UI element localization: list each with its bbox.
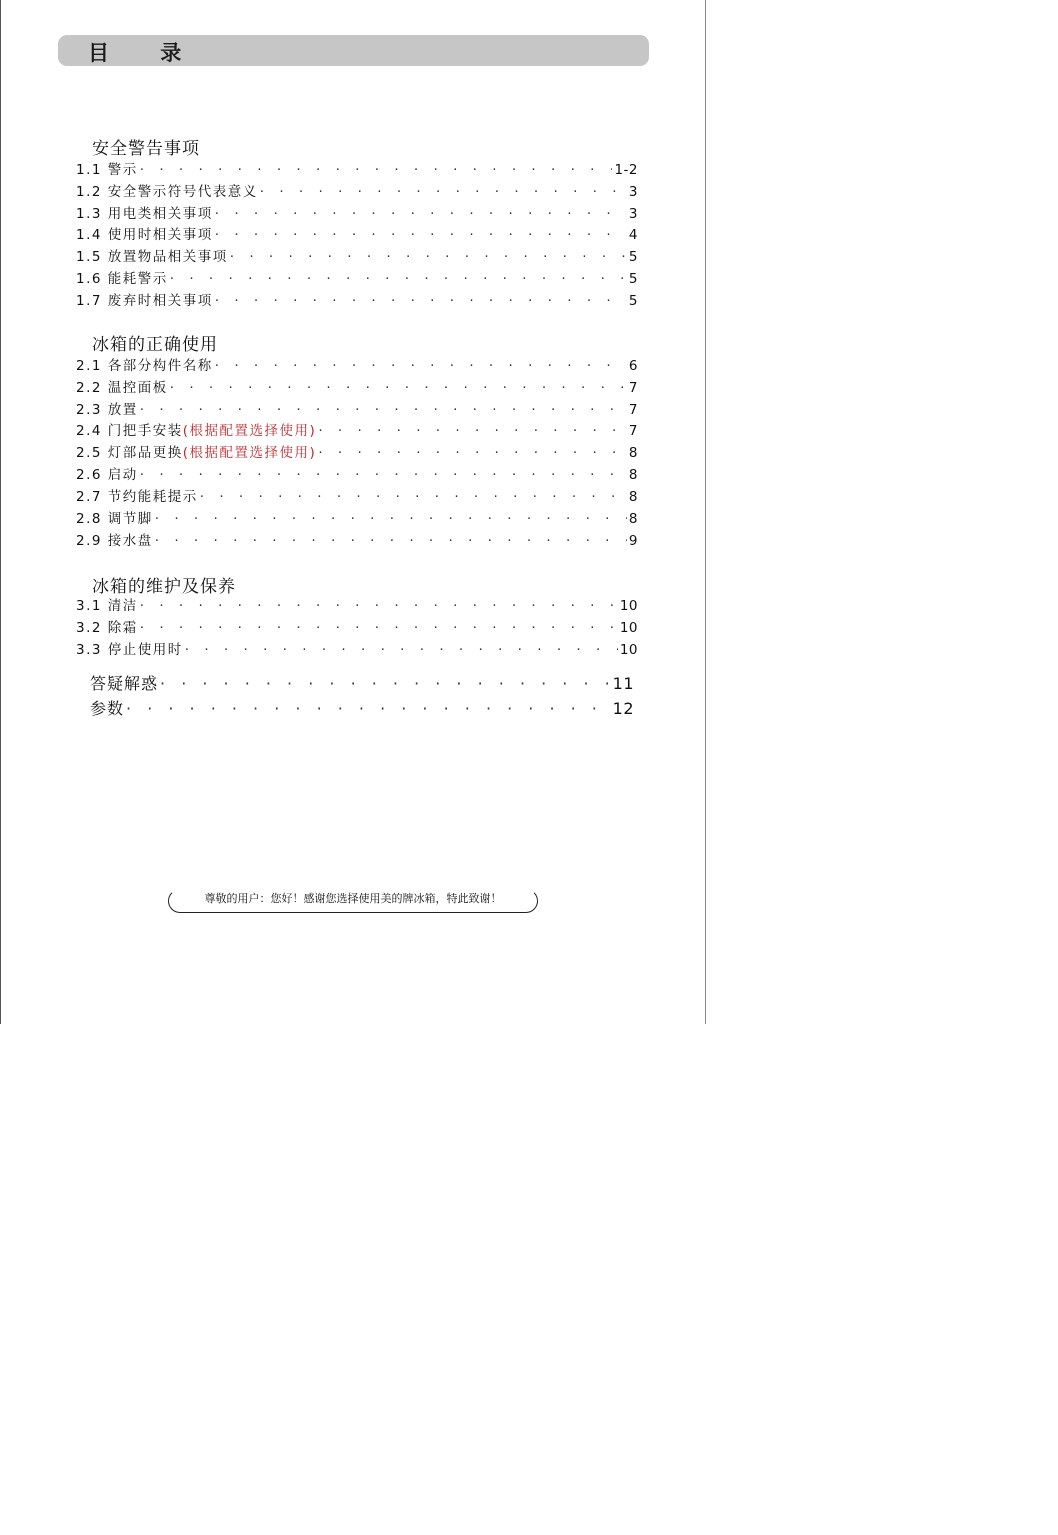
toc-item[interactable]: [76, 463, 638, 483]
toc-item-label: 参数: [90, 699, 125, 718]
toc-item-page: 8: [628, 489, 638, 505]
toc-leader-dots: [140, 402, 627, 418]
toc-item-label: 答疑解惑: [90, 674, 159, 693]
toc-item-faq[interactable]: [90, 671, 634, 691]
toc-item[interactable]: [76, 594, 638, 614]
toc-item[interactable]: [76, 529, 638, 549]
toc-leader-dots: [140, 162, 613, 178]
toc-item[interactable]: [76, 419, 638, 439]
toc-item-label: 2.9 接水盘: [76, 533, 153, 549]
toc-item-page: 11: [612, 674, 634, 693]
toc-item-label: 2.7 节约能耗提示: [76, 489, 198, 505]
page-title: 目 录: [88, 41, 204, 65]
greeting-banner: [168, 889, 538, 913]
toc-leader-dots: [230, 249, 627, 265]
toc-item-label: 1.1 警示: [76, 162, 138, 178]
toc-item[interactable]: [76, 223, 638, 243]
toc-item-page: 3: [628, 206, 638, 222]
toc-item-page: 10: [619, 620, 638, 636]
toc-item-page: 12: [612, 699, 634, 718]
toc-item-label: 2.5 灯部品更换: [76, 445, 183, 461]
toc-item-page: 6: [628, 358, 638, 374]
toc-leader-dots: [215, 227, 627, 243]
toc-item-page: 7: [628, 423, 638, 439]
toc-leader-dots: [160, 674, 611, 693]
toc-item-label: 2.3 放置: [76, 402, 138, 418]
title-bar: [58, 35, 649, 66]
page-left-border: [0, 0, 1, 1024]
toc-item-page: 5: [628, 249, 638, 265]
toc-item-specs[interactable]: [90, 696, 634, 716]
toc-item-label: 1.4 使用时相关事项: [76, 227, 213, 243]
toc-item[interactable]: [76, 507, 638, 527]
toc-item-label: 3.2 除霜: [76, 620, 138, 636]
toc-item-note: (根据配置选择使用): [182, 445, 317, 461]
section-heading-maintenance: 冰箱的维护及保养: [92, 577, 236, 597]
page-right-border: [705, 0, 706, 1024]
toc-item-label: 2.4 门把手安装: [76, 423, 183, 439]
toc-item-page: 1-2: [614, 162, 638, 178]
toc-leader-dots: [200, 489, 627, 505]
toc-item[interactable]: [76, 354, 638, 374]
toc-leader-dots: [170, 271, 627, 287]
toc-item[interactable]: [76, 267, 638, 287]
toc-item-page: 7: [628, 380, 638, 396]
toc-leader-dots: [318, 423, 627, 439]
toc-item-page: 5: [628, 271, 638, 287]
toc-item-page: 4: [628, 227, 638, 243]
toc-item-page: 8: [628, 467, 638, 483]
greeting-text: 尊敬的用户：您好！感谢您选择使用美的牌冰箱，特此致谢！: [204, 892, 502, 905]
toc-item-note: (根据配置选择使用): [182, 423, 317, 439]
toc-item-page: 9: [628, 533, 638, 549]
toc-item-label: 2.1 各部分构件名称: [76, 358, 213, 374]
toc-leader-dots: [260, 184, 627, 200]
toc-item[interactable]: [76, 485, 638, 505]
toc-item-label: 2.8 调节脚: [76, 511, 153, 527]
toc-leader-dots: [318, 445, 627, 461]
toc-item-page: 3: [628, 184, 638, 200]
toc-item-page: 7: [628, 402, 638, 418]
toc-item[interactable]: [76, 376, 638, 396]
toc-item-page: 8: [628, 445, 638, 461]
toc-item-label: 3.3 停止使用时: [76, 642, 183, 658]
toc-leader-dots: [155, 511, 627, 527]
section-heading-usage: 冰箱的正确使用: [92, 335, 218, 355]
document-page: [0, 0, 706, 1024]
section-heading-safety: 安全警告事项: [92, 139, 200, 159]
toc-leader-dots: [140, 598, 618, 614]
toc-item[interactable]: [76, 398, 638, 418]
toc-leader-dots: [215, 293, 627, 309]
toc-item-page: 10: [619, 598, 638, 614]
toc-item[interactable]: [76, 616, 638, 636]
toc-leader-dots: [215, 358, 627, 374]
toc-item[interactable]: [76, 202, 638, 222]
toc-item-label: 1.3 用电类相关事项: [76, 206, 213, 222]
toc-item-page: 10: [619, 642, 638, 658]
toc-item-label: 1.5 放置物品相关事项: [76, 249, 228, 265]
toc-leader-dots: [140, 620, 618, 636]
toc-item-page: 5: [628, 293, 638, 309]
toc-item[interactable]: [76, 638, 638, 658]
toc-item[interactable]: [76, 441, 638, 461]
toc-item-label: 2.2 温控面板: [76, 380, 168, 396]
toc-item-label: 1.2 安全警示符号代表意义: [76, 184, 258, 200]
toc-item-page: 8: [628, 511, 638, 527]
toc-item[interactable]: [76, 180, 638, 200]
toc-leader-dots: [185, 642, 618, 658]
toc-leader-dots: [126, 699, 611, 718]
toc-item-label: 1.7 废弃时相关事项: [76, 293, 213, 309]
toc-item[interactable]: [76, 158, 638, 178]
toc-leader-dots: [215, 206, 627, 222]
toc-item[interactable]: [76, 245, 638, 265]
toc-leader-dots: [155, 533, 627, 549]
toc-item-label: 3.1 清洁: [76, 598, 138, 614]
toc-leader-dots: [170, 380, 627, 396]
toc-item-label: 1.6 能耗警示: [76, 271, 168, 287]
toc-item[interactable]: [76, 289, 638, 309]
toc-leader-dots: [140, 467, 627, 483]
toc-item-label: 2.6 启动: [76, 467, 138, 483]
